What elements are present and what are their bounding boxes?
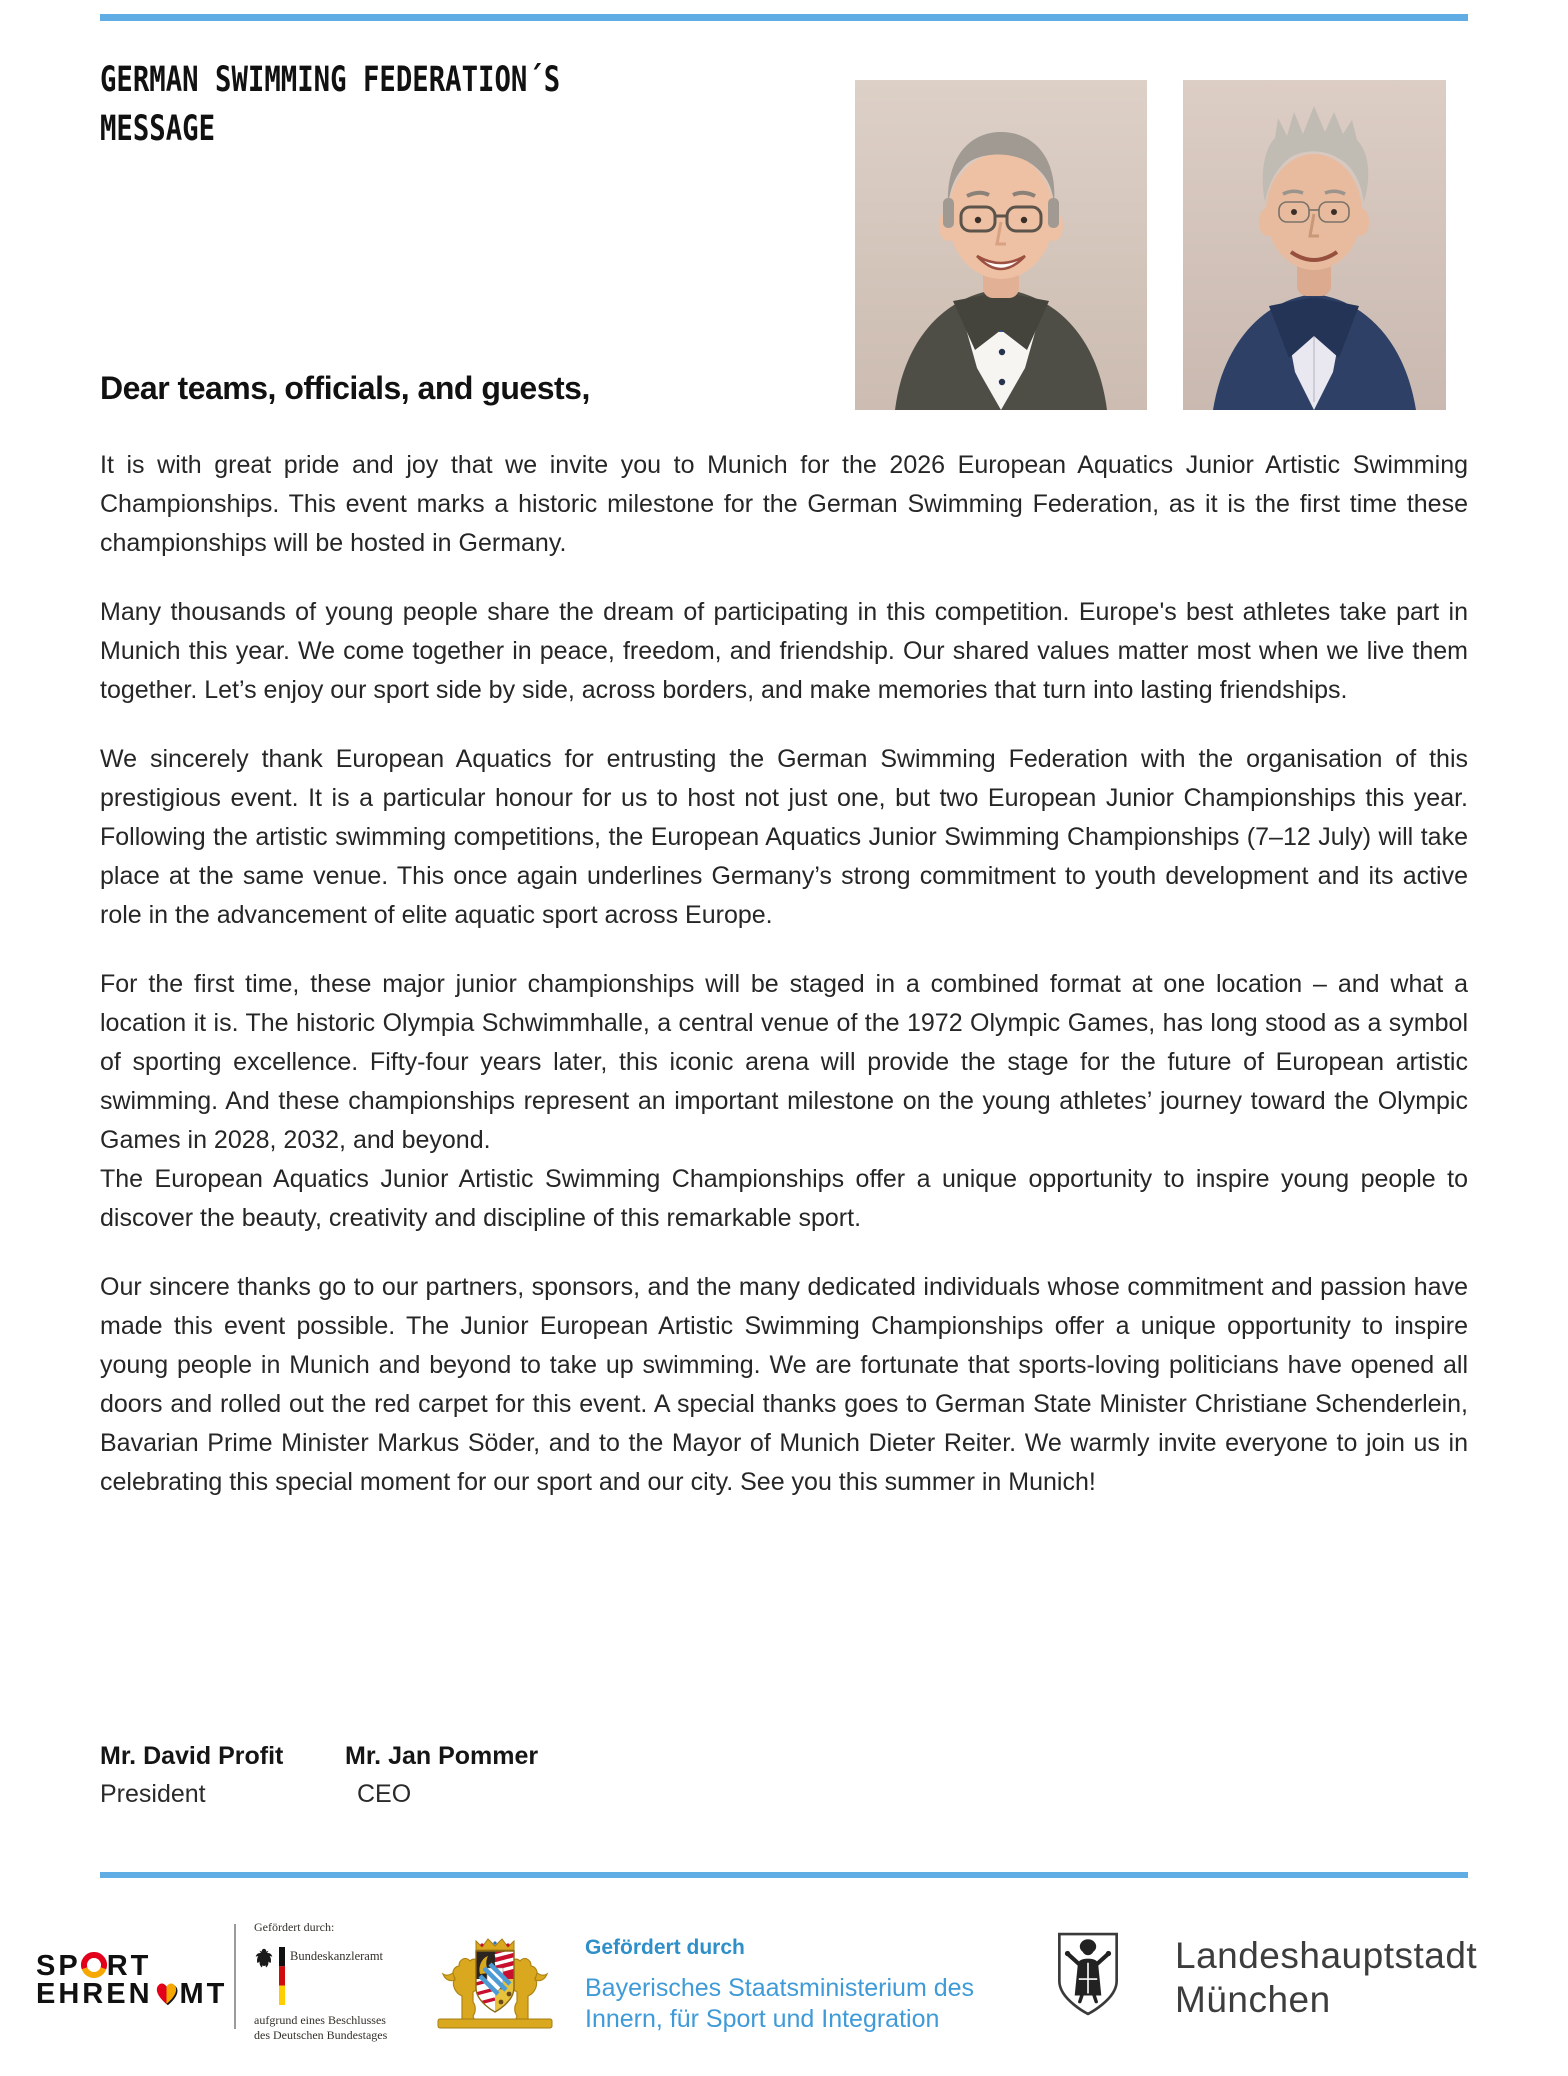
sport-logo-text: RT	[106, 1950, 152, 1982]
bottom-accent-rule	[100, 1872, 1468, 1878]
body-paragraph: We sincerely thank European Aquatics for entrusting the German Swimming Federation with the organisation of this prestigious event. It is a particular honour for us to host not just one, but two European Junior Championships this year. Following the artistic swimming competitions, the European Aquatics Junior Swimming Championships (7–12 July) will take place at the same venue. This once again underlines Germany’s strong commitment to youth development and its active role in the advancement of elite aquatic sport across Europe.	[100, 745, 1468, 929]
german-flag-stripe-icon	[279, 1947, 285, 2005]
muenchner-kindl-shield-icon	[1055, 1930, 1121, 2018]
body-paragraph: The European Aquatics Junior Artistic Swimming Championships offer a unique opportunity to inspire young people to discover the beauty, creativity and discipline of this remarkable sport.	[100, 1165, 1468, 1232]
top-accent-rule	[100, 14, 1468, 21]
bavaria-coat-of-arms-icon	[432, 1934, 558, 2034]
sport-ehrenamt-logo	[36, 1952, 227, 2008]
heart-icon	[153, 1980, 180, 2006]
bundestag-note-line1: aufgrund eines Beschlusses	[254, 2013, 386, 2027]
sport-logo-text: SP	[36, 1950, 81, 1982]
bundeskanzleramt-logo	[254, 1947, 404, 2005]
body-paragraph: Our sincere thanks go to our partners, sponsors, and the many dedicated individuals whose commitment and passion have made this event possible. The Junior European Artistic Swimming Championships offer a unique opportunity to inspire young people in Munich and beyond to take up swimming. We are fortunate that sports-loving politicians have opened all doors and rolled out the red carpet for this event. A special thanks goes to German State Minister Christiane Schenderlein, Bavarian Prime Minister Markus Söder, and to the Mayor of Munich Dieter Reiter. We warmly invite everyone to join us in celebrating this special moment for our sport and our city. See you this summer in Munich!	[100, 1273, 1468, 1496]
bundeskanzleramt-block	[254, 1920, 404, 2043]
signature-name-president: Mr. David Profit	[100, 1742, 284, 1770]
portrait-photo-ceo	[1183, 80, 1446, 410]
body-paragraph: For the first time, these major junior championships will be staged in a combined format at one location – and what a location it is. The historic Olympia Schwimmhalle, a central venue of the 1972 Olympic Games, has long stood as a symbol of sporting excellence. Fifty-four years later, this iconic arena will provide the stage for the future of European artistic swimming. And these championships represent an important milestone on the young athletes’ journey toward the Olympic Games in 2028, 2032, and beyond.	[100, 970, 1468, 1154]
bavaria-ministry-name	[585, 1973, 974, 2035]
footer-divider	[234, 1924, 236, 2029]
munich-wordmark-line2: München	[1175, 1979, 1331, 2020]
body-paragraph: It is with great pride and joy that we invite you to Munich for the 2026 European Aquatics Junior Artistic Swimming Championships. This event marks a historic milestone for the German Swimming Federation, as it is the first time these championships will be hosted in Germany.	[100, 451, 1468, 557]
munich-wordmark-line1: Landeshauptstadt	[1175, 1935, 1478, 1976]
signature-role-ceo: CEO	[357, 1780, 412, 1808]
sport-logo-line2	[36, 1980, 227, 2008]
page-title	[100, 56, 690, 154]
bavaria-ministry-block	[585, 1936, 974, 2035]
page-title-line1: GERMAN SWIMMING FEDERATION´S	[100, 60, 561, 100]
sport-logo-line1	[36, 1952, 227, 1980]
salutation-heading: Dear teams, officials, and guests,	[100, 370, 590, 406]
page-title-line2: MESSAGE	[100, 109, 216, 149]
sport-logo-text: MT	[179, 1978, 228, 2010]
sport-logo-text: EHREN	[36, 1978, 153, 2010]
portrait-photo-president	[855, 80, 1147, 410]
munich-wordmark	[1175, 1934, 1477, 2022]
bundestag-note-line2: des Deutschen Bundestages	[254, 2028, 388, 2042]
signature-name-ceo: Mr. Jan Pommer	[345, 1742, 539, 1770]
signature-role-president: President	[100, 1780, 206, 1808]
funded-by-label: Gefördert durch:	[254, 1920, 335, 1934]
circular-arrows-icon	[81, 1952, 107, 1978]
bundesadler-eagle-icon	[254, 1947, 274, 1969]
bundeskanzleramt-label: Bundeskanzleramt	[290, 1949, 384, 1963]
letter-body	[100, 446, 1468, 1532]
bavaria-ministry-line1: Bayerisches Staatsministerium des	[585, 1974, 975, 2002]
bavaria-ministry-line2: Innern, für Sport und Integration	[585, 2005, 940, 2033]
portrait-president-illustration	[855, 80, 1147, 410]
funded-by-label: Gefördert durch	[585, 1936, 745, 1959]
body-paragraph: Many thousands of young people share the dream of participating in this competition. Europe's best athletes take part in Munich this year. We come together in peace, freedom, and friendship. Our shared values matter most when we live them together. Let’s enjoy our sport side by side, across borders, and make memories that turn into lasting friendships.	[100, 598, 1468, 704]
portrait-ceo-illustration	[1183, 80, 1446, 410]
bundestag-note	[254, 2013, 404, 2043]
